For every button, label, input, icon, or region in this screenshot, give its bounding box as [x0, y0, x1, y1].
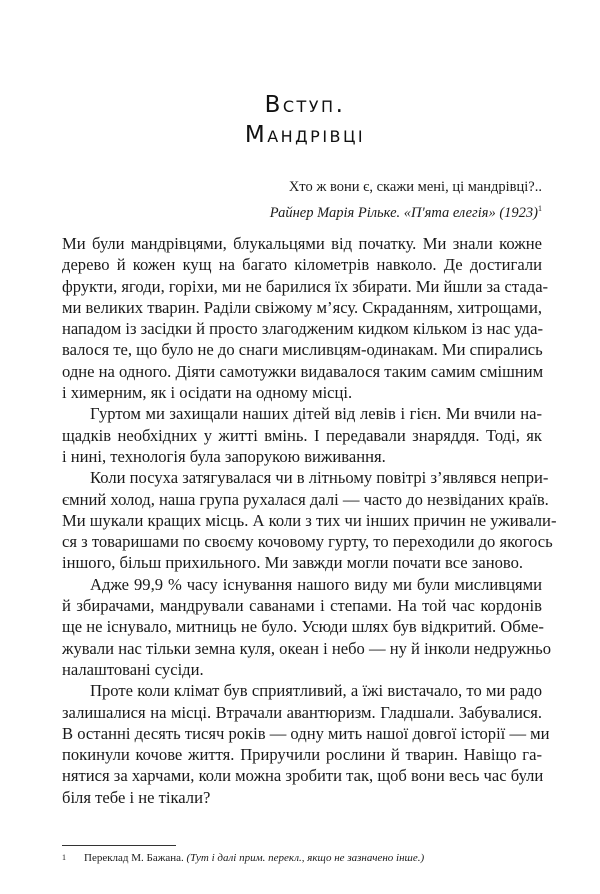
text-line: ще не існувало, митниць не було. Усюди шлях був відкритий. Обме-	[62, 617, 544, 637]
chapter-title-line-2: Мандрівці	[244, 122, 366, 148]
paragraph	[62, 233, 549, 403]
text-line: одне на одного. Діяти самотужки видавалося таким самим смішним	[62, 361, 544, 381]
text-line: Ми шукали кращих місць. А коли з тих чи інших причин не уживали-	[62, 510, 557, 530]
text-line: жували нас тільки земна куля, океан і небо — ну й інколи недружньо	[62, 638, 552, 658]
text-line: щадків необхідних у житті вмінь. І передавали знаряддя. Тоді, як	[62, 425, 542, 445]
text-line: налаштовані сусіди.	[62, 659, 204, 679]
text-line: Коли посуха затягувалася чи в літньому повітрі з’являвся непри-	[90, 468, 549, 488]
text-line: дерево й кожен кущ на багато кілометрів навколо. Де достигали	[62, 255, 542, 275]
text-line: біля тебе і не тікали?	[62, 787, 211, 807]
text-line: нятися за харчами, коли можна зробити так, щоб вони весь час були	[62, 766, 544, 786]
text-line: Адже 99,9 % часу існування нашого виду ми були мисливцями	[90, 574, 542, 594]
text-line: іншого, більш прихильного. Ми завжди могли почати все заново.	[62, 553, 524, 573]
text-line: залишалися на місці. Втрачали авантюризм. Гладшали. Забувалися.	[62, 702, 542, 722]
footnote-text: Переклад М. Бажана.	[84, 852, 184, 864]
paragraph	[62, 403, 542, 467]
footnote-divider	[62, 845, 176, 846]
text-line: ємний холод, наша група рухалася далі — часто до незвіданих країв.	[62, 489, 549, 509]
text-line: Проте коли клімат був сприятливий, а їжі вистачало, то ми радо	[90, 681, 542, 701]
epigraph-source	[270, 198, 542, 224]
text-line: й збирачами, мандрували саванами і степами. На той час кордонів	[62, 596, 542, 616]
body-text	[62, 233, 557, 808]
epigraph-quote: Хто ж вони є, скажи мені, ці мандрівці?..	[288, 179, 542, 195]
footnote-note: (Тут і далі прим. перекл., якщо не зазначено інше.)	[186, 852, 425, 864]
text-line: і химерним, як і осідати на одному місці.	[62, 383, 353, 403]
text-line: В останні десять тисяч років — одну мить нашої довгої історії — ми	[62, 723, 550, 743]
footnote-reference: 1	[538, 204, 542, 213]
paragraph	[62, 574, 552, 680]
paragraph	[62, 680, 550, 808]
text-line: ся з товаришами по своєму кочовому гурту, то переходили до якогось	[62, 532, 553, 552]
text-line: нападом із засідки й просто злагодженим кидком кільком із нас уда-	[62, 319, 543, 339]
text-line: фрукти, ягоди, горіхи, ми не барилися їх збирати. Ми йшли за стада-	[62, 276, 549, 296]
text-line: Гуртом ми захищали наших дітей від левів і гієн. Ми вчили на-	[90, 404, 542, 424]
text-line: і нині, технологія була запорукою виживання.	[62, 446, 386, 466]
chapter-title-line-1: Вступ.	[264, 92, 346, 118]
text-line: валося те, що було не до снаги мисливцям-одинакам. Ми спирались	[62, 340, 543, 360]
text-line: Ми були мандрівцями, блукальцями від початку. Ми знали кожне	[62, 234, 542, 253]
footnote-number: 1	[62, 853, 66, 862]
footnote	[62, 851, 424, 865]
text-line: ми великих тварин. Раділи свіжому м’ясу. Скраданням, хитрощами,	[62, 297, 542, 317]
paragraph	[62, 467, 557, 573]
text-line: покинули кочове життя. Приручили рослини й тварин. Навіщо га-	[62, 745, 542, 765]
epigraph-source-text: Райнер Марія Рільке. «П'ята елегія» (1923)	[269, 204, 538, 221]
